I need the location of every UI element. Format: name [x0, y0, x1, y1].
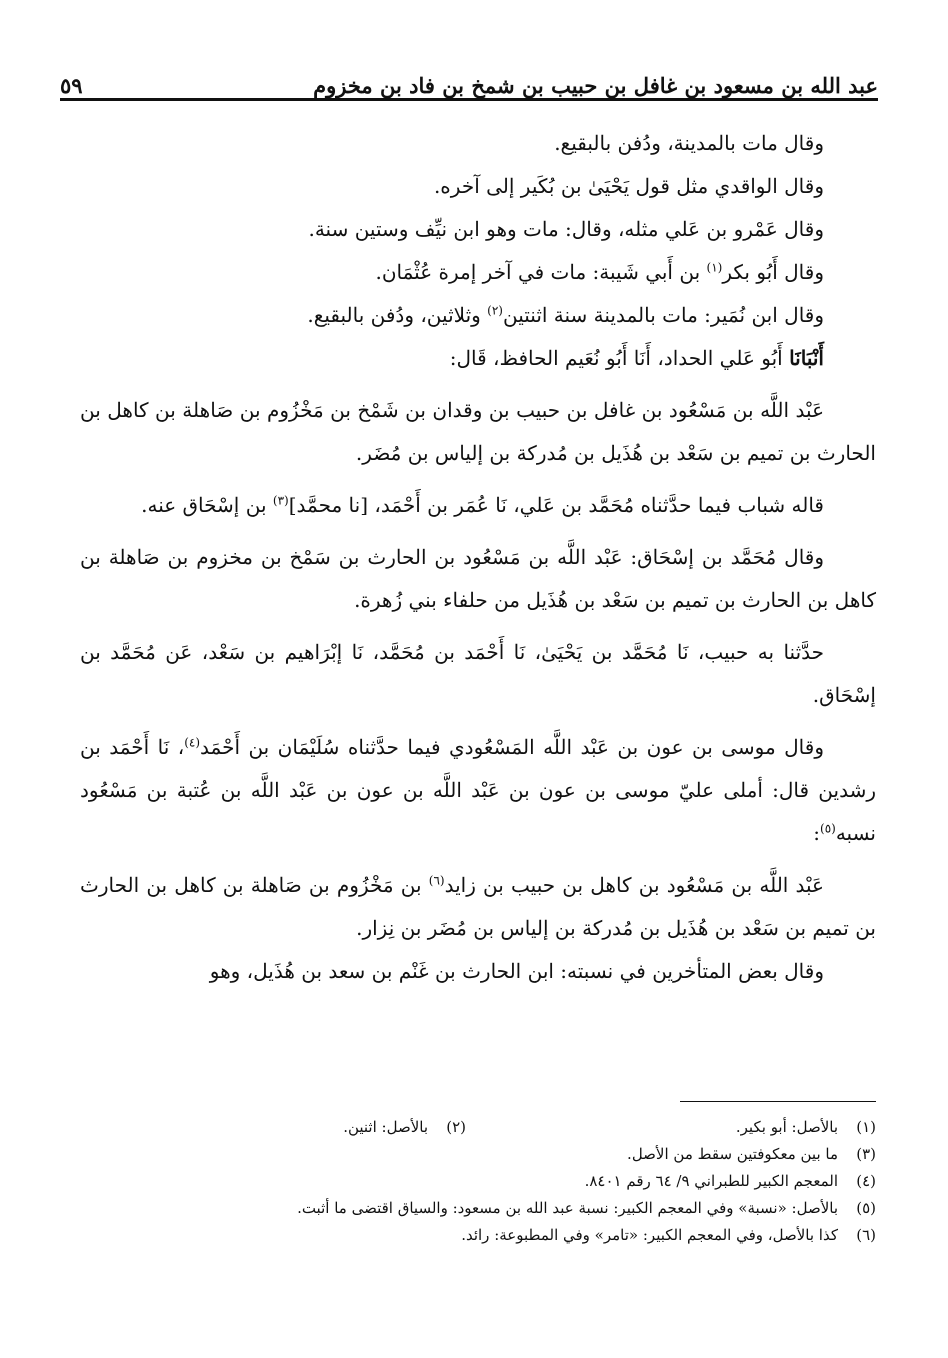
header-rule [60, 98, 878, 101]
footnote-ref: (٦) [428, 873, 445, 888]
running-header [60, 58, 878, 98]
footnote-row [80, 1114, 876, 1141]
paragraph-text: قاله شباب فيما حدَّثناه مُحَمَّد بن عَلي، نَا عُمَر بن أَحْمَد، [نا محمَّد] [288, 493, 824, 517]
paragraph-text: وقال الواقدي مثل قول يَحْيَىٰ بن بُكَير إلى آخره. [433, 174, 824, 198]
footnote-ref: (١) [706, 260, 723, 275]
paragraph-text: وثلاثين، ودُفن بالبقيع. [307, 303, 488, 327]
footnote [80, 1195, 876, 1222]
footnote-number: (٥) [856, 1199, 876, 1217]
footnote-text: بالأصل: «نسبة» وفي المعجم الكبير: نسبة عبد الله بن مسعود: والسياق اقتضى ما أثبت. [297, 1199, 838, 1217]
footnote-number: (١) [856, 1118, 876, 1136]
page-number: ٥٩ [60, 73, 83, 98]
footnote-text: كذا بالأصل، وفي المعجم الكبير: «تامر» وفي المطبوعة: رائد. [461, 1226, 838, 1244]
footnote-number: (٤) [856, 1172, 876, 1190]
paragraph-text: عَبْد اللَّه بن مَسْعُود بن كاهل بن حبيب بن زايد [444, 873, 824, 897]
footnote [80, 1168, 876, 1195]
paragraph-text: وقال عَمْرو بن عَلي مثله، وقال: مات وهو ابن نيِّف وستين سنة. [308, 217, 824, 241]
paragraph-text: : [813, 821, 820, 845]
paragraph-text: وقال ابن نُمَير: مات بالمدينة سنة اثنتين [502, 303, 824, 327]
paragraph [80, 122, 876, 165]
paragraph [80, 726, 876, 855]
paragraph [80, 864, 876, 950]
paragraph [80, 165, 876, 208]
bold-keyword: أَنْبَانَا [789, 346, 824, 370]
paragraph [80, 536, 876, 622]
paragraph [80, 950, 876, 993]
main-text [80, 122, 876, 993]
footnote-number: (٢) [446, 1118, 466, 1136]
footnote-rule [680, 1101, 876, 1102]
paragraph-text: أَبُو عَلي الحداد، أَنَا أَبُو نُعَيم الحافظ، قَال: [449, 346, 790, 370]
paragraph [80, 484, 876, 527]
paragraph [80, 208, 876, 251]
paragraph [80, 251, 876, 294]
paragraph-text: بن مَخْزُوم بن صَاهلة بن كاهل بن الحارث بن تميم بن سَعْد بن هُذَيل بن مُدركة بن إلياس بن مُضَر بن نِزار. [80, 873, 876, 940]
paragraph-text: وقال موسى بن عون بن عَبْد اللَّه المَسْعُودي فيما حدَّثناه سُلَيْمَان بن أَحْمَد [200, 735, 824, 759]
paragraph-text: وقال مات بالمدينة، ودُفن بالبقيع. [554, 131, 824, 155]
paragraph-text: وقال مُحَمَّد بن إسْحَاق: عَبْد اللَّه بن مَسْعُود بن الحارث بن سَمْخ بن مخزوم بن صَاهلة بن كاهل بن الحارث بن تميم بن سَعْد بن هُذَيل من حلفاء بني زُهرة. [80, 545, 876, 612]
paragraph [80, 389, 876, 475]
footnote-ref: (٣) [272, 493, 289, 508]
footnote-text: بالأصل: اثنين. [343, 1118, 428, 1136]
paragraph [80, 294, 876, 337]
footnote-ref: (٢) [487, 303, 503, 318]
footnote [343, 1114, 466, 1141]
paragraph-text: بن إسْحَاق عنه. [141, 493, 273, 517]
paragraph-text: وقال أَبُو بكر [722, 260, 824, 284]
running-title: عبد الله بن مسعود بن غافل بن حبيب بن شمخ بن فاد بن مخزوم [313, 73, 878, 98]
footnote [466, 1114, 876, 1141]
footnote [80, 1222, 876, 1249]
footnote [80, 1141, 876, 1168]
paragraph [80, 631, 876, 717]
footnote-ref: (٤) [184, 735, 201, 750]
footnote-text: المعجم الكبير للطبراني ٩/ ٦٤ رقم ٨٤٠١. [584, 1172, 838, 1190]
footnote-number: (٦) [856, 1226, 876, 1244]
paragraph-text: ، نَا أَحْمَد بن رشدين قال: أملى عليّ موسى بن عون بن عَبْد اللَّه بن عون بن عَبْد اللَّه بن عُتبة بن مَسْعُود نسبه [80, 735, 876, 845]
paragraph-text: وقال بعض المتأخرين في نسبته: ابن الحارث بن غَنْم بن سعد بن هُذَيل، وهو [209, 959, 824, 983]
footnote-text: ما بين معكوفتين سقط من الأصل. [627, 1145, 838, 1163]
paragraph [80, 337, 876, 380]
footnote-text: بالأصل: أبو بكير. [735, 1118, 838, 1136]
footnote-number: (٣) [856, 1145, 876, 1163]
footnotes [80, 1114, 876, 1249]
footnote-ref: (٥) [820, 821, 836, 836]
paragraph-text: بن أَبي شَيبة: مات في آخر إمرة عُثْمَان. [375, 260, 707, 284]
paragraph-text: عَبْد اللَّه بن مَسْعُود بن غافل بن حبيب بن وقدان بن شَمْخ بن مَخْزُوم بن صَاهلة بن كاهل بن الحارث بن تميم بن سَعْد بن هُذَيل بن مُدركة بن إلياس بن مُضَر. [80, 398, 876, 465]
paragraph-text: حدَّثنا به حبيب، نَا مُحَمَّد بن يَحْيَىٰ، نَا أَحْمَد بن مُحَمَّد، نَا إبْرَاهيم بن سَعْد، عَن مُحَمَّد بن إسْحَاق. [80, 640, 876, 707]
